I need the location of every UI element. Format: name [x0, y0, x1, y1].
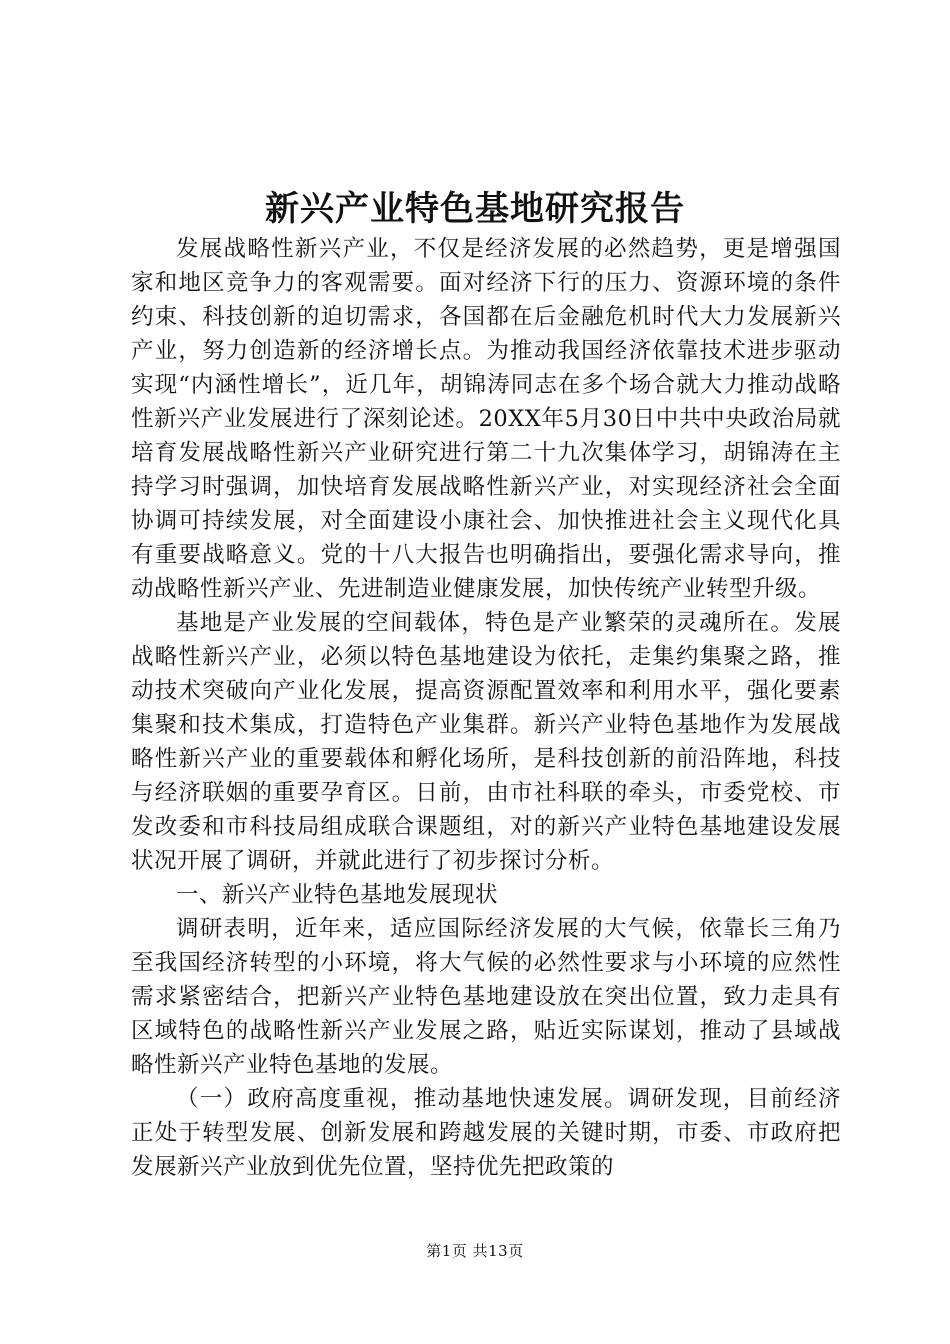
paragraph-research: 调研表明，近年来，适应国际经济发展的大气候，依靠长三角乃至我国经济转型的小环境，将大气候的必然性要求与小环境的应然性需求紧密结合，把新兴产业特色基地建设放在突出位置，致力走具有区域特色的战略性新兴产业发展之路，贴近实际谋划，推动了县域战略性新兴产业特色基地的发展。: [131, 916, 841, 1078]
page-number-footer: 第1页 共13页: [426, 1242, 524, 1260]
paragraph-base: 基地是产业发展的空间载体，特色是产业繁荣的灵魂所在。发展战略性新兴产业，必须以特色基地建设为依托，走集约集聚之路，推动技术突破向产业化发展，提高资源配置效率和利用水平，强化要素集聚和技术集成，打造特色产业集群。新兴产业特色基地作为发展战略性新兴产业的重要载体和孵化场所，是科技创新的前沿阵地，科技与经济联姻的重要孕育区。日前，由市社科联的牵头，市委党校、市发改委和市科技局组成联合课题组，对的新兴产业特色基地建设发展状况开展了调研，并就此进行了初步探讨分析。: [131, 610, 841, 874]
paragraph-subsection-1: （一）政府高度重视，推动基地快速发展。调研发现，目前经济正处于转型发展、创新发展和跨越发展的关键时期，市委、市政府把发展新兴产业放到优先位置，坚持优先把政策的: [131, 1086, 841, 1180]
section-heading-1: 一、新兴产业特色基地发展现状: [176, 882, 499, 908]
paragraph-intro: 发展战略性新兴产业，不仅是经济发展的必然趋势，更是增强国家和地区竞争力的客观需要。面对经济下行的压力、资源环境的条件约束、科技创新的迫切需求，各国都在后金融危机时代大力发展新兴产业，努力创造新的经济增长点。为推动我国经济依靠技术进步驱动实现“内涵性增长”，近几年，胡锦涛同志在多个场合就大力推动战略性新兴产业发展进行了深刻论述。20XX年5月30日中共中央政治局就培育发展战略性新兴产业研究进行第二十九次集体学习，胡锦涛在主持学习时强调，加快培育发展战略性新兴产业，对实现经济社会全面协调可持续发展，对全面建设小康社会、加快推进社会主义现代化具有重要战略意义。党的十八大报告也明确指出，要强化需求导向，推动战略性新兴产业、先进制造业健康发展，加快传统产业转型升级。: [131, 236, 841, 602]
document-body: [131, 232, 841, 1184]
document-title: 新兴产业特色基地研究报告: [265, 189, 685, 229]
